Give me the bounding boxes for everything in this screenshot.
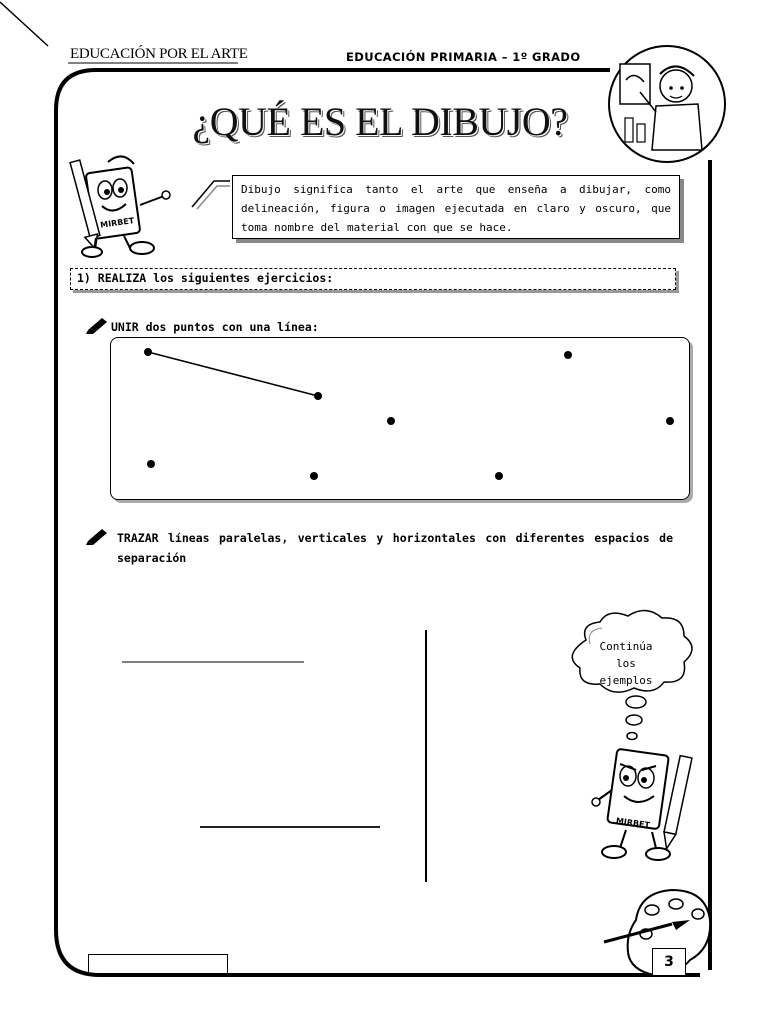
footer-box — [88, 954, 228, 974]
mascot-book-top — [70, 156, 170, 257]
child-painting-illustration — [609, 46, 725, 162]
section-header — [70, 268, 676, 290]
header-grade: EDUCACIÓN PRIMARIA – 1º GRADO — [346, 50, 581, 64]
lines-exercise — [122, 630, 426, 882]
dots-box — [110, 337, 690, 500]
pencil-icon — [86, 529, 107, 545]
definition-box — [232, 175, 680, 239]
pencil-icon — [86, 318, 107, 334]
page-title: ¿QUÉ ES EL DIBUJO? — [192, 99, 568, 144]
bubble-line-2: los — [616, 657, 636, 670]
bubble-line-1: Continúa — [599, 640, 653, 653]
bubble-line-3: ejemplos — [599, 674, 653, 687]
exercise2-instruction: TRAZAR líneas paralelas, verticales y horizontales con diferentes espacios de separación — [117, 531, 673, 565]
section-label: 1) REALIZA los siguientes ejercicios: — [77, 271, 334, 285]
mascot-label-top: MIRBET — [99, 216, 135, 230]
thought-bubble-text — [580, 638, 672, 689]
header-subject: EDUCACIÓN POR EL ARTE — [70, 46, 248, 62]
page-number: 3 — [652, 948, 686, 976]
exercise1-instruction: UNIR dos puntos con una línea: — [111, 320, 319, 334]
mascot-label-bottom: MIRBET — [615, 816, 651, 830]
mascot-book-bottom — [592, 749, 692, 860]
definition-text: Dibujo significa tanto el arte que enseña a dibujar, como delineación, figura o imagen ejecutada en claro y oscuro, que toma nombre del material con que se hace. — [241, 183, 671, 234]
